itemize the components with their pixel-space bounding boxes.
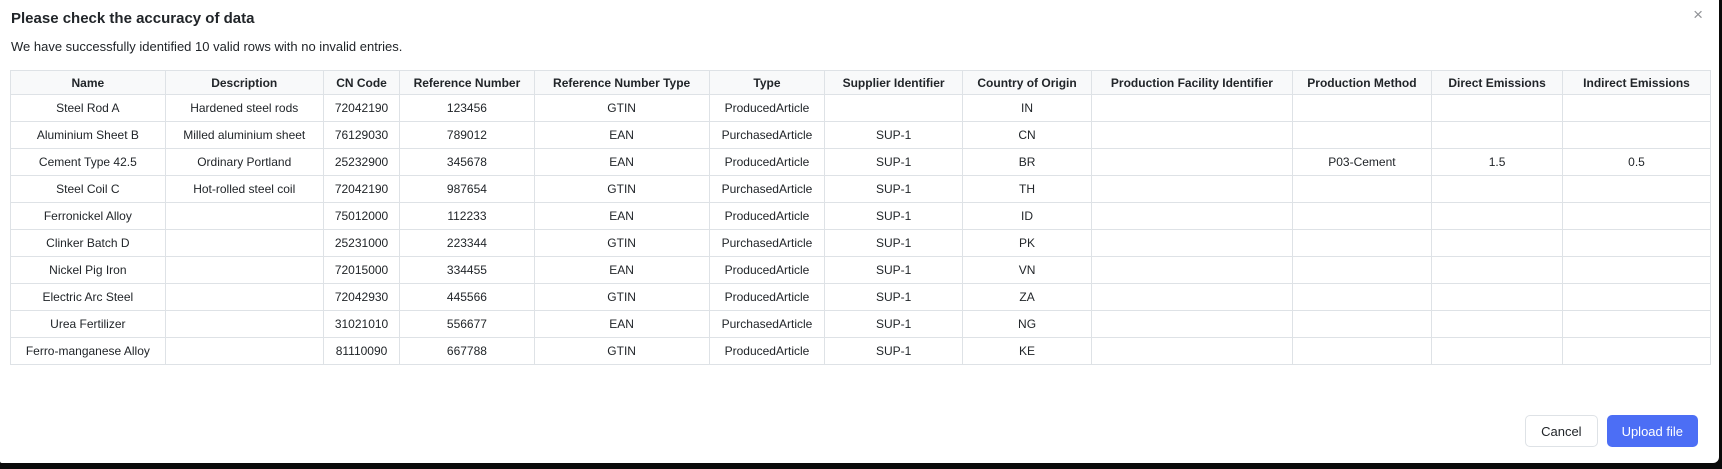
cell-supplier-identifier: SUP-1 (825, 203, 963, 230)
cell-direct-emissions (1432, 176, 1563, 203)
column-header-reference-number-type: Reference Number Type (534, 71, 709, 95)
cell-name: Urea Fertilizer (11, 311, 166, 338)
cancel-button[interactable]: Cancel (1525, 415, 1597, 447)
cell-reference-number: 556677 (400, 311, 534, 338)
table-row (11, 338, 1711, 365)
modal-footer (1525, 415, 1698, 447)
modal-title: Please check the accuracy of data (11, 10, 255, 27)
cell-supplier-identifier: SUP-1 (825, 230, 963, 257)
cell-reference-number: 123456 (400, 95, 534, 122)
cell-indirect-emissions (1563, 284, 1711, 311)
cell-reference-number: 667788 (400, 338, 534, 365)
cell-production-method (1292, 338, 1431, 365)
cell-type: PurchasedArticle (709, 311, 825, 338)
cell-production-method (1292, 122, 1431, 149)
cell-reference-number-type: EAN (534, 122, 709, 149)
cell-reference-number-type: EAN (534, 149, 709, 176)
cell-indirect-emissions: 0.5 (1563, 149, 1711, 176)
data-preview-table (10, 70, 1711, 365)
cell-name: Ferronickel Alloy (11, 203, 166, 230)
table-header-row (11, 71, 1711, 95)
cell-direct-emissions (1432, 257, 1563, 284)
cell-country-of-origin: ZA (962, 284, 1091, 311)
cell-production-method (1292, 230, 1431, 257)
cell-type: ProducedArticle (709, 203, 825, 230)
cell-type: ProducedArticle (709, 338, 825, 365)
column-header-production-method: Production Method (1292, 71, 1431, 95)
cell-name: Aluminium Sheet B (11, 122, 166, 149)
column-header-supplier-identifier: Supplier Identifier (825, 71, 963, 95)
column-header-country-of-origin: Country of Origin (962, 71, 1091, 95)
cell-production-method (1292, 311, 1431, 338)
cell-country-of-origin: TH (962, 176, 1091, 203)
column-header-type: Type (709, 71, 825, 95)
table-row (11, 230, 1711, 257)
cell-direct-emissions (1432, 122, 1563, 149)
cell-country-of-origin: PK (962, 230, 1091, 257)
cell-production-method (1292, 203, 1431, 230)
cell-supplier-identifier: SUP-1 (825, 257, 963, 284)
cell-production-facility-identifier (1092, 122, 1293, 149)
cell-description (165, 203, 323, 230)
close-icon[interactable]: × (1693, 5, 1703, 24)
cell-cn-code: 25231000 (323, 230, 400, 257)
table-row (11, 149, 1711, 176)
cell-reference-number: 334455 (400, 257, 534, 284)
upload-file-button[interactable]: Upload file (1607, 415, 1698, 447)
cell-cn-code: 72015000 (323, 257, 400, 284)
cell-name: Electric Arc Steel (11, 284, 166, 311)
cell-country-of-origin: VN (962, 257, 1091, 284)
cell-type: ProducedArticle (709, 95, 825, 122)
table-row (11, 257, 1711, 284)
cell-cn-code: 72042190 (323, 176, 400, 203)
cell-name: Clinker Batch D (11, 230, 166, 257)
cell-indirect-emissions (1563, 230, 1711, 257)
cell-type: ProducedArticle (709, 149, 825, 176)
table-row (11, 95, 1711, 122)
cell-reference-number-type: GTIN (534, 176, 709, 203)
cell-type: ProducedArticle (709, 284, 825, 311)
table-row (11, 284, 1711, 311)
cell-production-facility-identifier (1092, 284, 1293, 311)
column-header-indirect-emissions: Indirect Emissions (1563, 71, 1711, 95)
cell-production-method (1292, 257, 1431, 284)
cell-production-facility-identifier (1092, 257, 1293, 284)
cell-cn-code: 25232900 (323, 149, 400, 176)
cell-supplier-identifier: SUP-1 (825, 149, 963, 176)
table-row (11, 311, 1711, 338)
cell-country-of-origin: IN (962, 95, 1091, 122)
cell-description: Hot-rolled steel coil (165, 176, 323, 203)
column-header-description: Description (165, 71, 323, 95)
cell-cn-code: 72042190 (323, 95, 400, 122)
cell-supplier-identifier: SUP-1 (825, 176, 963, 203)
column-header-cn-code: CN Code (323, 71, 400, 95)
cell-reference-number-type: EAN (534, 257, 709, 284)
cell-production-facility-identifier (1092, 176, 1293, 203)
cell-indirect-emissions (1563, 122, 1711, 149)
cell-reference-number: 987654 (400, 176, 534, 203)
cell-supplier-identifier: SUP-1 (825, 338, 963, 365)
cell-reference-number-type: GTIN (534, 95, 709, 122)
cell-cn-code: 76129030 (323, 122, 400, 149)
column-header-direct-emissions: Direct Emissions (1432, 71, 1563, 95)
cell-production-facility-identifier (1092, 338, 1293, 365)
cell-description (165, 311, 323, 338)
cell-name: Cement Type 42.5 (11, 149, 166, 176)
cell-country-of-origin: BR (962, 149, 1091, 176)
cell-description: Hardened steel rods (165, 95, 323, 122)
cell-production-facility-identifier (1092, 95, 1293, 122)
cell-country-of-origin: ID (962, 203, 1091, 230)
cell-reference-number-type: EAN (534, 203, 709, 230)
cell-name: Steel Rod A (11, 95, 166, 122)
cell-direct-emissions (1432, 95, 1563, 122)
cell-supplier-identifier: SUP-1 (825, 284, 963, 311)
cell-production-facility-identifier (1092, 203, 1293, 230)
cell-type: ProducedArticle (709, 257, 825, 284)
cell-type: PurchasedArticle (709, 230, 825, 257)
table-row (11, 122, 1711, 149)
cell-reference-number-type: EAN (534, 311, 709, 338)
cell-description (165, 338, 323, 365)
cell-name: Ferro-manganese Alloy (11, 338, 166, 365)
cell-indirect-emissions (1563, 311, 1711, 338)
cell-reference-number-type: GTIN (534, 338, 709, 365)
cell-production-method (1292, 176, 1431, 203)
cell-name: Nickel Pig Iron (11, 257, 166, 284)
cell-description (165, 257, 323, 284)
cell-description: Ordinary Portland (165, 149, 323, 176)
column-header-reference-number: Reference Number (400, 71, 534, 95)
cell-reference-number: 789012 (400, 122, 534, 149)
cell-supplier-identifier: SUP-1 (825, 311, 963, 338)
cell-production-method: P03-Cement (1292, 149, 1431, 176)
table-row (11, 203, 1711, 230)
column-header-production-facility-identifier: Production Facility Identifier (1092, 71, 1293, 95)
cell-reference-number: 445566 (400, 284, 534, 311)
cell-reference-number-type: GTIN (534, 230, 709, 257)
cell-direct-emissions (1432, 203, 1563, 230)
cell-type: PurchasedArticle (709, 176, 825, 203)
cell-direct-emissions (1432, 338, 1563, 365)
cell-production-facility-identifier (1092, 230, 1293, 257)
cell-production-method (1292, 284, 1431, 311)
table-body (11, 95, 1711, 365)
cell-description (165, 230, 323, 257)
cell-indirect-emissions (1563, 338, 1711, 365)
cell-direct-emissions (1432, 311, 1563, 338)
modal-subtitle: We have successfully identified 10 valid rows with no invalid entries. (11, 39, 403, 54)
cell-reference-number: 112233 (400, 203, 534, 230)
cell-description: Milled aluminium sheet (165, 122, 323, 149)
table-header (11, 71, 1711, 95)
cell-indirect-emissions (1563, 203, 1711, 230)
cell-cn-code: 81110090 (323, 338, 400, 365)
cell-direct-emissions: 1.5 (1432, 149, 1563, 176)
cell-direct-emissions (1432, 284, 1563, 311)
cell-type: PurchasedArticle (709, 122, 825, 149)
cell-country-of-origin: CN (962, 122, 1091, 149)
cell-reference-number: 223344 (400, 230, 534, 257)
cell-supplier-identifier: SUP-1 (825, 122, 963, 149)
cell-cn-code: 31021010 (323, 311, 400, 338)
cell-country-of-origin: NG (962, 311, 1091, 338)
cell-name: Steel Coil C (11, 176, 166, 203)
column-header-name: Name (11, 71, 166, 95)
cell-country-of-origin: KE (962, 338, 1091, 365)
cell-reference-number: 345678 (400, 149, 534, 176)
cell-indirect-emissions (1563, 95, 1711, 122)
cell-description (165, 284, 323, 311)
cell-direct-emissions (1432, 230, 1563, 257)
cell-reference-number-type: GTIN (534, 284, 709, 311)
cell-cn-code: 75012000 (323, 203, 400, 230)
cell-cn-code: 72042930 (323, 284, 400, 311)
cell-indirect-emissions (1563, 176, 1711, 203)
cell-production-facility-identifier (1092, 149, 1293, 176)
cell-production-facility-identifier (1092, 311, 1293, 338)
table-row (11, 176, 1711, 203)
cell-production-method (1292, 95, 1431, 122)
cell-indirect-emissions (1563, 257, 1711, 284)
cell-supplier-identifier (825, 95, 963, 122)
